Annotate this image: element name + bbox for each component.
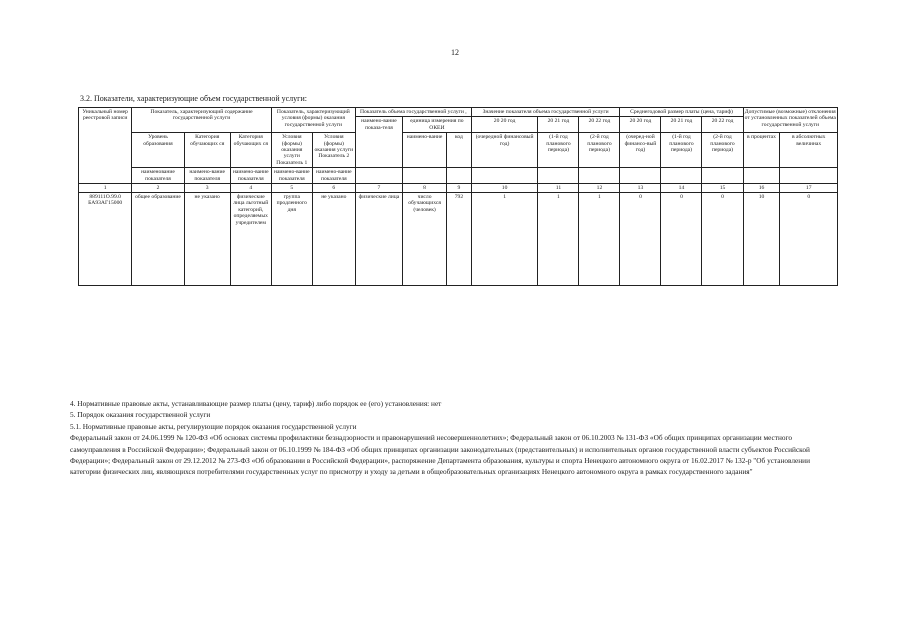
header-year-value-3: 20 22 год [579,117,620,133]
column-number: 15 [702,184,743,193]
column-number: 7 [355,184,402,193]
column-number: 9 [447,184,472,193]
header-c8: наимено-вание [403,133,447,168]
cell-condition-2: не указано [312,193,355,286]
header-c4-name: наимено-вание показателя [230,168,271,184]
header-c9: код [447,133,472,168]
column-number: 1 [79,184,132,193]
column-number: 2 [132,184,184,193]
column-number: 16 [743,184,780,193]
column-number: 6 [312,184,355,193]
cell-fee-2020: 0 [620,193,661,286]
column-number: 17 [780,184,838,193]
header-conditions: Показатель, характеризующий условия (формы) оказания государственной услуги [271,108,355,133]
cell-category-1: не указано [184,193,230,286]
column-number: 3 [184,184,230,193]
header-c8-blank [403,168,447,184]
header-content: Показатель, характеризующий содержание государственной услуги [132,108,271,133]
table-row [79,193,838,286]
header-year-fee-2: 20 21 год [661,117,702,133]
header-c6-name: наимено-вание показателя [312,168,355,184]
header-volume [355,108,471,117]
header-year-fee-1: 20 20 год [620,117,661,133]
header-row-1 [79,108,838,117]
header-c16: в процентах [743,133,780,168]
header-c4: Категория обучающих ся [230,133,271,168]
cell-value-2020: 1 [471,193,538,286]
header-c14: (1-й год планового периода) [661,133,702,168]
header-year-fee-3: 20 22 год [702,117,743,133]
cell-value-2022: 1 [579,193,620,286]
header-registry: Уникальный номер реестровой записи [79,108,132,184]
column-number-row [79,184,838,193]
header-c17-blank [780,168,838,184]
header-c11: (1-й год планового периода) [538,133,579,168]
header-year-value-1: 20 20 год [471,117,538,133]
header-c13: (очеред-ной финансо-вый год) [620,133,661,168]
column-number: 4 [230,184,271,193]
header-c14-blank [661,168,702,184]
header-c10: (очередной финансовый год) [471,133,538,168]
cell-education-level: общее образование [132,193,184,286]
header-row-4 [79,168,838,184]
header-unit: единица измерения по ОКЕИ [403,117,472,133]
paragraph-fee-acts: 4. Нормативные правовые акты, устанавливающие размер платы (цену, тариф) либо порядок ее (его) установления: нет [70,399,442,408]
header-c15: (2-й год планового периода) [702,133,743,168]
header-value: Значение показателя объема государственной услуги [471,108,620,117]
header-deviation: Допустимые (возможные) отклонения от установленных показателей объема государственной услуги [743,108,837,133]
cell-fee-2022: 0 [702,193,743,286]
cell-value-2021: 1 [538,193,579,286]
header-c2: Уровень образования [132,133,184,168]
cell-indicator-name: физические лица [355,193,402,286]
column-number: 8 [403,184,447,193]
header-c17: в абсолютных величинах [780,133,838,168]
header-c10-blank [471,168,538,184]
cell-fee-2021: 0 [661,193,702,286]
column-number: 12 [579,184,620,193]
cell-deviation-percent: 10 [743,193,780,286]
header-c12: (2-й год планового периода) [579,133,620,168]
page-number: 12 [451,48,459,57]
header-vol-name: наимено-вание показа-теля [355,117,402,168]
cell-category-2: физические лица льготный категорий, определяемых учредителем [230,193,271,286]
regulations-text [70,398,840,478]
column-number: 14 [661,184,702,193]
column-number: 13 [620,184,661,193]
header-c5: Условия (формы) оказания услуги Показатель 1 [271,133,312,168]
header-volume-label: Показатель объема государственной услуги [359,109,464,115]
cell-condition-1: группа продленного дня [271,193,312,286]
column-number: 10 [471,184,538,193]
header-c5-name: наимено-вание показателя [271,168,312,184]
paragraph-service-order: 5. Порядок оказания государственной услуги [70,410,211,420]
header-c7-blank [355,168,402,184]
paragraph-laws-list: Федеральный закон от 24.06.1999 № 120-ФЗ «Об основах системы профилактики безнадзорности и правонарушений несовершеннолетних»; Федеральный закон от 06.10.2003 № 131-ФЗ «Об общих принципах организации местного самоуправления в Российской Федерации»; Федеральный закон от 06.10.1999 № 184-ФЗ «Об общих принципах организации законодательных (представительных) и исполнительных органов государственной власти субъектов Российской Федерации»; Федеральный закон от 29.12.2012 № 273-ФЗ «Об образовании в Российской Федерации», распоряжение Департамента образования, культуры и спорта Ненецкого автономного округа от 16.02.2017 № 132-р "Об установлении категории физических лиц, являющихся потребителями государственных услуг по присмотру и уходу за детьми в общеобразовательных организациях Ненецкого автономного округа в рамках государственного задания" [70,433,810,477]
header-c3: Категория обучающих ся [184,133,230,168]
cell-unit-code: 792 [447,193,472,286]
section-title: 3.2. Показатели, характеризующие объем государственной услуги: [80,94,307,103]
header-fee: Среднегодовой размер платы (цена, тариф) [620,108,743,117]
header-c6: Условия (формы) оказания услуги Показатель 2 [312,133,355,168]
header-c9-blank [447,168,472,184]
header-c11-blank [538,168,579,184]
cell-registry-number: 889111О.99.0 БА93АГ15000 [79,193,132,286]
paragraph-regulating-acts: 5.1. Нормативные правовые акты, регулирующие порядок оказания государственной услуги [70,421,357,431]
header-row-3 [79,133,838,168]
header-volume-suffix: , [465,109,467,115]
header-c2-name: наименование показателя [132,168,184,184]
header-c16-blank [743,168,780,184]
header-c13-blank [620,168,661,184]
cell-unit-name: число обучающихся (человек) [403,193,447,286]
column-number: 5 [271,184,312,193]
header-c15-blank [702,168,743,184]
header-c12-blank [579,168,620,184]
cell-deviation-absolute: 0 [780,193,838,286]
volume-indicators-table [78,107,838,286]
column-number: 11 [538,184,579,193]
header-year-value-2: 20 21 год [538,117,579,133]
header-c3-name: наимено-вание показателя [184,168,230,184]
